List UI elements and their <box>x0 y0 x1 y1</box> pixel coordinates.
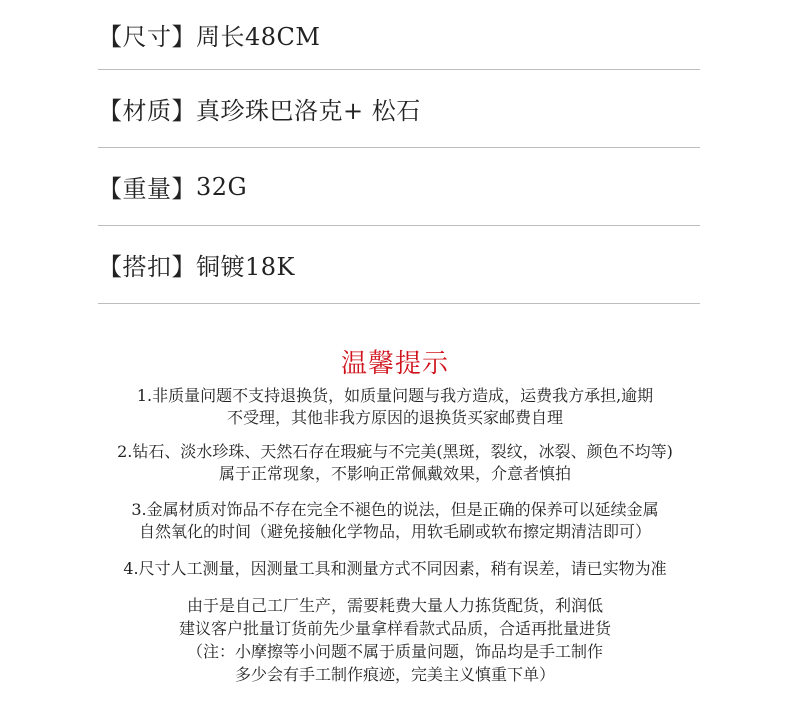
spec-label-clasp: 【搭扣】 <box>98 253 196 281</box>
notice-title: 温馨提示 <box>340 349 449 379</box>
spec-label-weight: 【重量】 <box>98 175 196 203</box>
spec-label-material: 【材质】 <box>98 97 196 125</box>
spec-value-clasp: 铜镀18K <box>196 253 295 281</box>
notice-line: 1.非质量问题不支持退换货，如质量问题与我方造成，运费我方承担,逾期 <box>136 386 654 405</box>
notice-item-5 <box>0 594 790 686</box>
notice-line: 属于正常现象，不影响正常佩戴效果，介意者慎拍 <box>218 464 571 483</box>
spec-label-size: 【尺寸】 <box>98 23 196 51</box>
notice-line: 由于是自己工厂生产，需要耗费大量人力拣货配货，利润低 <box>186 596 603 615</box>
spec-value-weight: 32G <box>196 172 248 201</box>
notice-line: 建议客户批量订货前先少量拿样看款式品质，合适再批量进货 <box>178 619 611 638</box>
notice-line: 多少会有手工制作痕迹，完美主义慎重下单） <box>234 665 555 684</box>
notice-item-4 <box>0 558 790 580</box>
spec-row-material <box>98 70 700 148</box>
spec-row-weight <box>98 148 700 226</box>
notice-item-3 <box>0 499 790 543</box>
notice-line: 3.金属材质对饰品不存在完全不褪色的说法，但是正确的保养可以延续金属 <box>131 500 659 519</box>
notice-line: （注：小摩擦等小问题不属于质量问题，饰品均是手工制作 <box>186 642 603 661</box>
spec-value-material: 真珍珠巴洛克+ 松石 <box>196 97 421 125</box>
notice-line: 2.钻石、淡水珍珠、天然石存在瑕疵与不完美(黑斑，裂纹，冰裂、颜色不均等) <box>117 442 673 461</box>
notice-item-1 <box>0 385 790 429</box>
notice-line: 不受理，其他非我方原因的退换货买家邮费自理 <box>226 408 563 427</box>
notice-line: 4.尺寸人工测量，因测量工具和测量方式不同因素，稍有误差，请已实物为准 <box>123 559 667 578</box>
spec-list <box>98 0 700 304</box>
spec-value-size: 周长48CM <box>196 23 321 51</box>
notice-item-2 <box>0 441 790 485</box>
notice-line: 自然氧化的时间（避免接触化学物品，用软毛刷或软布擦定期清洁即可） <box>138 522 651 541</box>
spec-row-clasp <box>98 226 700 304</box>
spec-row-size <box>98 0 700 70</box>
